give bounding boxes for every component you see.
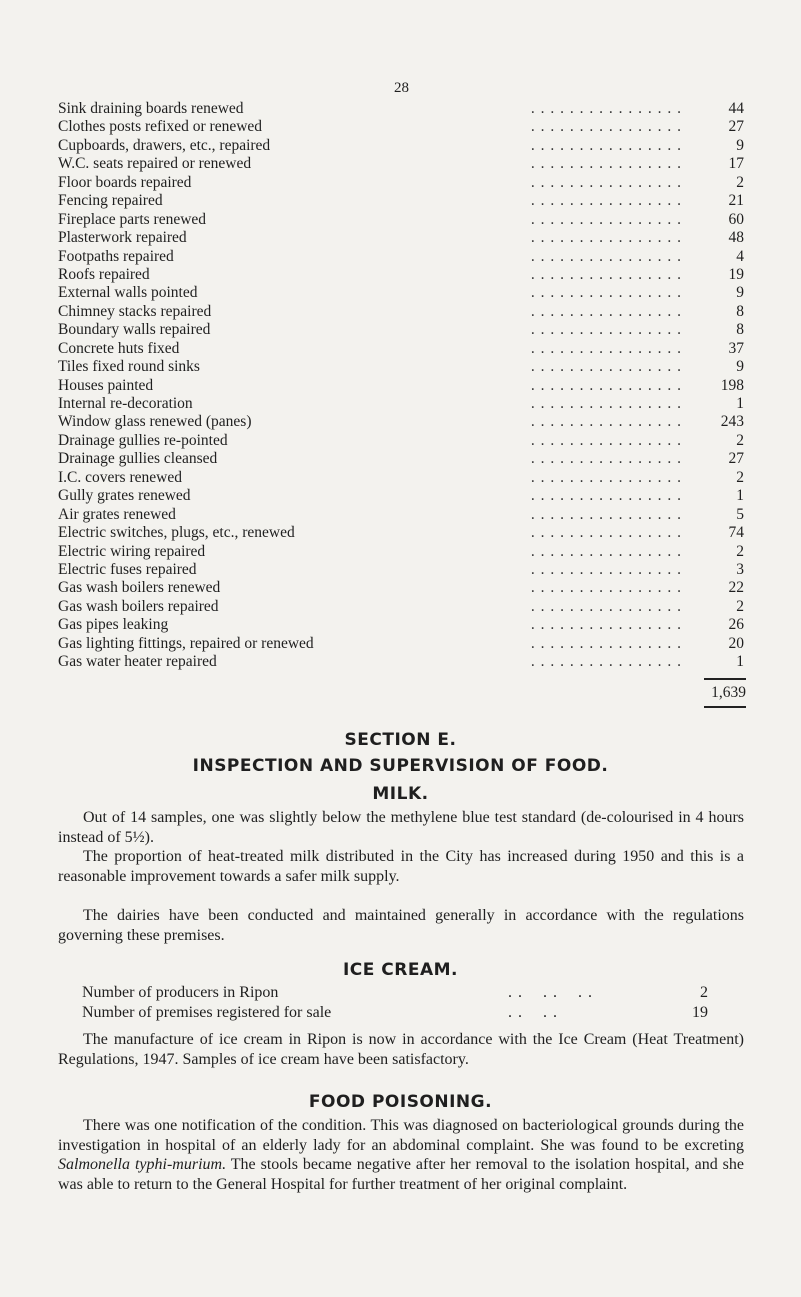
repair-row: [58, 211, 744, 229]
milk-paragraph-3: The dairies have been conducted and maintained generally in accordance with the regulations governing these premises.: [58, 907, 744, 944]
repair-value: 198: [720, 376, 744, 394]
repair-row: [58, 432, 744, 450]
repair-value: 26: [728, 616, 744, 634]
repair-value: 74: [728, 524, 744, 542]
section-subtitle: INSPECTION AND SUPERVISION OF FOOD.: [192, 756, 609, 776]
repair-row: [58, 358, 744, 376]
leader-dots: . . . . . . . . . . . . . . . .: [530, 100, 682, 117]
repair-label: Sink draining boards renewed: [58, 100, 244, 117]
food-poisoning-paragraph: [58, 1116, 744, 1194]
repair-label: Gas wash boilers repaired: [58, 597, 219, 615]
repair-label: I.C. covers renewed: [58, 468, 182, 486]
repair-value: 5: [736, 505, 744, 523]
ice-cream-row-label: Number of premises registered for sale: [82, 1004, 332, 1021]
repair-label: Gas water heater repaired: [58, 653, 217, 671]
repair-value: 22: [728, 579, 744, 597]
page-number: 28: [394, 80, 409, 96]
food-poisoning-heading: FOOD POISONING.: [308, 1092, 493, 1112]
repair-value: 4: [736, 247, 744, 265]
leader-dots: . . . . . . . . . . . . . . . .: [530, 339, 682, 357]
ice-cream-heading: ICE CREAM.: [342, 960, 459, 980]
repair-row: [58, 229, 744, 247]
repair-row: [58, 377, 744, 395]
ice-cream-row-label: Number of producers in Ripon: [82, 984, 279, 1001]
repair-row: [58, 284, 744, 302]
repair-value: 9: [736, 284, 744, 302]
repair-row: [58, 321, 744, 339]
leader-dots: . . . . . . . . . . . . . . . .: [530, 450, 682, 468]
leader-dots: . . . . . . . . . . . . . . . .: [530, 210, 682, 228]
repair-value: 2: [736, 597, 744, 615]
leader-dots: . . . . . . . . . . . . . . . .: [530, 136, 682, 154]
repair-label: Houses painted: [58, 376, 154, 394]
ice-cream-row: [82, 984, 708, 1002]
repair-row: [58, 579, 744, 597]
repair-row: [58, 100, 744, 118]
repair-value: 19: [728, 265, 744, 283]
repair-label: Fencing repaired: [58, 192, 163, 210]
leader-dots: . . . . . . . . . . . . . . . .: [530, 616, 682, 634]
leader-dots: . . . . . . . . . . . . . . . .: [530, 155, 682, 173]
repair-row: [58, 524, 744, 542]
repair-row: [58, 635, 744, 653]
repair-row: [58, 450, 744, 468]
repair-value: 1: [736, 395, 744, 412]
repair-label: Cupboards, drawers, etc., repaired: [58, 136, 271, 154]
ice-cream-row: [82, 1004, 708, 1022]
repair-row: [58, 340, 744, 358]
repair-row: [58, 561, 744, 579]
repair-value: 2: [736, 431, 744, 449]
repairs-list: [58, 100, 744, 672]
repair-row: [58, 413, 744, 431]
repair-label: Gas lighting fittings, repaired or renewed: [58, 634, 314, 652]
total-rule-top: [704, 678, 746, 680]
leader-dots: . . . . . . . . . . . . . . . .: [530, 634, 682, 652]
repair-label: Gas wash boilers renewed: [58, 579, 221, 597]
repair-label: Footpaths repaired: [58, 247, 174, 265]
repair-label: Tiles fixed round sinks: [58, 358, 200, 376]
repair-row: [58, 248, 744, 266]
leader-dots: . . . . . . . . . . . . . . . .: [530, 487, 682, 505]
repair-row: [58, 303, 744, 321]
repair-value: 20: [728, 634, 744, 652]
repair-row: [58, 118, 744, 136]
repair-value: 2: [736, 173, 744, 191]
repair-label: External walls pointed: [58, 284, 198, 302]
leader-dots: . . . . . . . . . . . . . . . .: [530, 358, 682, 376]
repair-row: [58, 395, 744, 413]
repair-label: Clothes posts refixed or renewed: [58, 118, 263, 136]
leader-dots: . . . . . . . . . . . . . . . .: [530, 192, 682, 210]
leader-dots: . . . . . . . . . . . . . . . .: [530, 265, 682, 283]
ice-cream-row-value: 2: [700, 984, 708, 1001]
fp-organism: Salmonella typhi-murium.: [58, 1156, 227, 1173]
repair-row: [58, 155, 744, 173]
milk-heading: MILK.: [372, 784, 429, 804]
repair-label: Drainage gullies re-pointed: [58, 431, 228, 449]
repair-label: Window glass renewed (panes): [58, 413, 252, 431]
repair-label: Air grates renewed: [58, 505, 176, 523]
leader-dots: . . . . . . . . . . . . . . . .: [530, 302, 682, 320]
repair-value: 21: [728, 192, 744, 210]
repair-row: [58, 174, 744, 192]
repair-value: 3: [736, 560, 744, 578]
leader-dots: . . . . . . . . . . . . . . . .: [530, 560, 682, 578]
repair-row: [58, 487, 744, 505]
repair-row: [58, 469, 744, 487]
leader-dots: . . . . . . . . . . . . . . . .: [530, 524, 682, 542]
repair-label: Electric wiring repaired: [58, 542, 206, 560]
repair-value: 1: [736, 487, 744, 505]
repair-label: Plasterwork repaired: [58, 229, 187, 247]
leader-dots: . . . . . . . . . . . . . . . .: [530, 505, 682, 523]
repair-value: 8: [736, 302, 744, 320]
repair-value: 27: [728, 118, 744, 136]
fp-text-a: There was one notification of the condition. This was diagnosed on bacteriological grounds during the investigation in hospital of an elderly lady for an abdominal complaint. She was found to be excreting: [58, 1117, 744, 1154]
leader-dots: . . . . . . . . . . . . . . . .: [530, 229, 682, 247]
leader-dots: . . . . . . . . . . . . . . . .: [530, 653, 682, 671]
repair-row: [58, 543, 744, 561]
repair-label: Electric fuses repaired: [58, 560, 197, 578]
repair-label: Concrete huts fixed: [58, 339, 180, 357]
repair-label: W.C. seats repaired or renewed: [58, 155, 252, 173]
repair-value: 17: [728, 155, 744, 173]
total-value: 1,639: [711, 684, 746, 701]
repair-value: 9: [736, 358, 744, 376]
repair-label: Chimney stacks repaired: [58, 302, 212, 320]
leader-dots: . . . . . . . . . . . . . . . .: [530, 542, 682, 560]
repair-value: 243: [720, 413, 744, 431]
leader-dots: . . . . . . . . . . . . . . . .: [530, 284, 682, 302]
repair-label: Boundary walls repaired: [58, 321, 211, 339]
fp-text-b: The stools became negative after her removal to the isolation hospital, and she was able to return to the General Hospital for further treatment of her original complaint.: [58, 1156, 745, 1193]
repair-row: [58, 506, 744, 524]
leader-dots: . . . . . . . . . . . . . . . .: [530, 597, 682, 615]
repair-label: Electric switches, plugs, etc., renewed: [58, 524, 295, 542]
repair-value: 9: [736, 136, 744, 154]
repair-label: Fireplace parts renewed: [58, 210, 207, 228]
repair-value: 1: [736, 653, 744, 671]
milk-paragraph-2: The proportion of heat-treated milk distributed in the City has increased during 1950 and this is a reasonable improvement towards a safer milk supply.: [58, 848, 744, 885]
repair-row: [58, 598, 744, 616]
leader-dots: . . . . . . . . . . . . . . . .: [530, 579, 682, 597]
total-rule-bottom: [704, 706, 746, 708]
section-title: SECTION E.: [344, 730, 457, 750]
leader-dots: . . . . . . . . . . . . . . . .: [530, 468, 682, 486]
repair-label: Floor boards repaired: [58, 173, 192, 191]
repair-row: [58, 616, 744, 634]
milk-paragraph-1: Out of 14 samples, one was slightly below the methylene blue test standard (de-colourised in 4 hours instead of 5½).: [58, 809, 744, 846]
repair-value: 2: [736, 468, 744, 486]
leader-dots: . . . . . . . . . . . . . . . .: [530, 118, 682, 136]
leader-dots: . . . . . . . . . . . . . . . .: [530, 395, 682, 412]
repair-row: [58, 137, 744, 155]
repair-label: Gully grates renewed: [58, 487, 191, 505]
leader-dots: . . . . . .: [508, 984, 593, 1001]
repair-value: 37: [728, 339, 744, 357]
leader-dots: . . . . . . . . . . . . . . . .: [530, 431, 682, 449]
repair-label: Internal re-decoration: [58, 395, 193, 412]
leader-dots: . . . . . . . . . . . . . . . .: [530, 413, 682, 431]
repair-value: 60: [728, 210, 744, 228]
repair-row: [58, 653, 744, 671]
repair-label: Gas pipes leaking: [58, 616, 169, 634]
ice-cream-row-value: 19: [692, 1004, 708, 1021]
repair-value: 27: [728, 450, 744, 468]
repair-label: Drainage gullies cleansed: [58, 450, 218, 468]
repair-value: 44: [728, 100, 744, 117]
repair-label: Roofs repaired: [58, 265, 150, 283]
ice-cream-paragraph: The manufacture of ice cream in Ripon is now in accordance with the Ice Cream (Heat Treatment) Regulations, 1947. Samples of ice cream have been satisfactory.: [58, 1031, 744, 1068]
repair-row: [58, 192, 744, 210]
leader-dots: . . . .: [508, 1004, 558, 1021]
repair-value: 2: [736, 542, 744, 560]
leader-dots: . . . . . . . . . . . . . . . .: [530, 376, 682, 394]
leader-dots: . . . . . . . . . . . . . . . .: [530, 173, 682, 191]
repair-row: [58, 266, 744, 284]
leader-dots: . . . . . . . . . . . . . . . .: [530, 321, 682, 339]
leader-dots: . . . . . . . . . . . . . . . .: [530, 247, 682, 265]
repair-value: 8: [736, 321, 744, 339]
repair-value: 48: [728, 229, 744, 247]
